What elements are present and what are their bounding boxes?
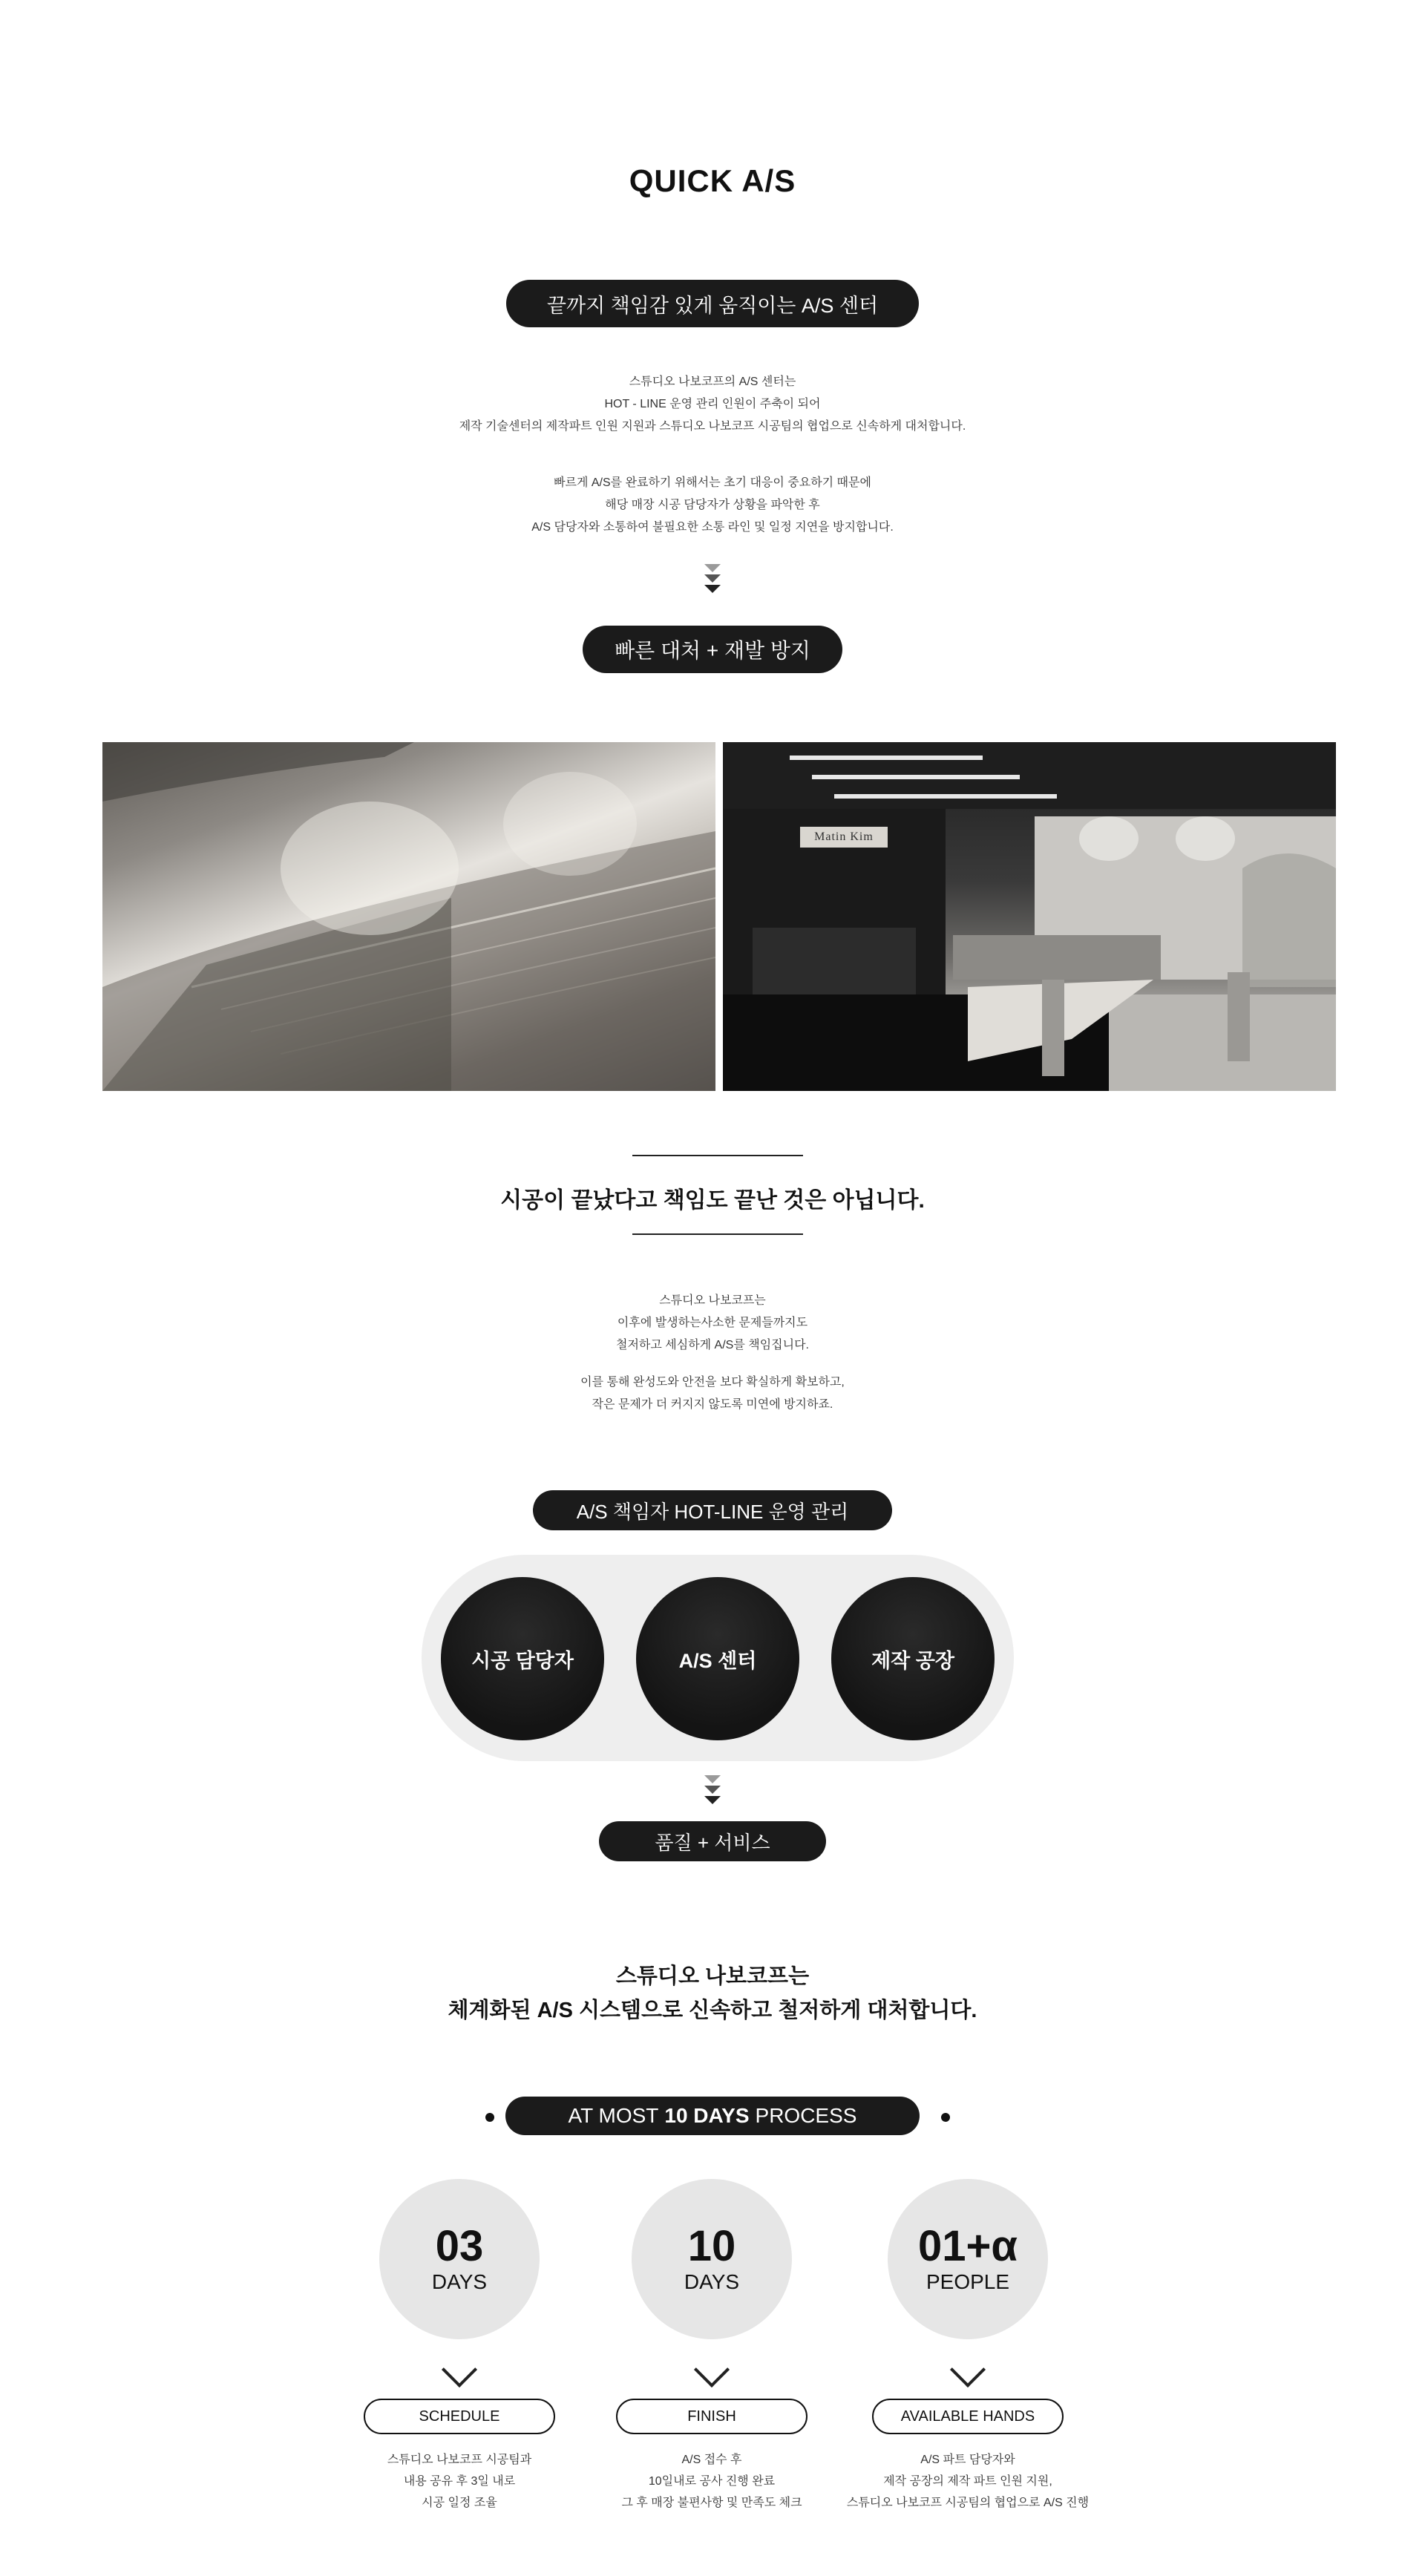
stat-number: 03 <box>435 2222 484 2270</box>
closing-statement <box>0 1959 1425 2028</box>
stat-people <box>888 2179 1048 2339</box>
hotline-badge: A/S 책임자 HOT-LINE 운영 관리 <box>533 1490 892 1530</box>
finish-description <box>586 2449 837 2514</box>
staircase-illustration <box>102 742 715 1091</box>
responsibility-line: 철저하고 세심하게 A/S를 책임집니다. <box>616 1339 809 1351</box>
bullet-dot-icon <box>941 2113 950 2122</box>
intro-line: 빠르게 A/S를 완료하기 위해서는 초기 대응이 중요하기 때문에 <box>554 476 871 489</box>
responsibility-line: 스튜디오 나보코프는 <box>659 1294 766 1307</box>
intro-badge: 끝까지 책임감 있게 움직이는 A/S 센터 <box>506 280 919 327</box>
process-days: 10 DAYS <box>664 2104 750 2127</box>
chevron-down-icon <box>442 2352 477 2387</box>
divider-top <box>632 1155 803 1156</box>
description-line: 시공 일정 조율 <box>422 2497 497 2509</box>
intro-line: 스튜디오 나보코프의 A/S 센터는 <box>629 376 796 388</box>
store-interior-photo <box>723 742 1336 1091</box>
hotline-circle-factory: 제작 공장 <box>831 1577 995 1740</box>
stat-number: 01+α <box>917 2222 1018 2270</box>
intro-line: 제작 기술센터의 제작파트 인원 지원과 스튜디오 나보코프 시공팀의 협업으로 신속하게 대처합니다. <box>459 420 966 433</box>
description-line: 10일내로 공사 진행 완료 <box>648 2475 776 2488</box>
closing-line-1: 스튜디오 나보코프는 <box>615 1964 810 1988</box>
result-badge: 빠른 대처 + 재발 방지 <box>583 626 842 673</box>
intro-line: A/S 담당자와 소통하여 불필요한 소통 라인 및 일정 지연을 방지합니다. <box>531 521 894 534</box>
description-line: 내용 공유 후 3일 내로 <box>403 2475 516 2488</box>
store-interior-illustration <box>723 742 1336 1091</box>
store-signage: Matin Kim <box>800 827 888 848</box>
description-line: 스튜디오 나보코프 시공팀과 <box>387 2454 532 2466</box>
process-badge <box>505 2097 920 2135</box>
stat-unit: DAYS <box>431 2270 488 2293</box>
responsibility-line: 작은 문제가 더 커지지 않도록 미연에 방지하죠. <box>592 1398 833 1411</box>
chevron-down-icon <box>694 2352 730 2387</box>
page-title: QUICK A/S <box>629 163 796 198</box>
stat-number: 10 <box>687 2222 736 2270</box>
available-hands-label: AVAILABLE HANDS <box>872 2399 1064 2434</box>
stat-finish <box>632 2179 792 2339</box>
quality-badge: 품질 + 서비스 <box>599 1821 826 1861</box>
process-suffix: PROCESS <box>755 2104 857 2127</box>
intro-paragraph-2 <box>0 472 1425 539</box>
hotline-circle-as-center: A/S 센터 <box>636 1577 799 1740</box>
description-line: A/S 접수 후 <box>681 2454 742 2466</box>
staircase-photo <box>102 742 715 1091</box>
responsibility-line: 이를 통해 완성도와 안전을 보다 확실하게 확보하고, <box>580 1376 845 1389</box>
closing-line-2: 체계화된 A/S 시스템으로 신속하고 철저하게 대처합니다. <box>448 1999 977 2022</box>
description-line: 그 후 매장 불편사항 및 만족도 체크 <box>621 2497 802 2509</box>
description-line: A/S 파트 담당자와 <box>920 2454 1015 2466</box>
bullet-dot-icon <box>485 2113 494 2122</box>
process-prefix: AT MOST <box>568 2104 659 2127</box>
schedule-label: SCHEDULE <box>364 2399 555 2434</box>
finish-label: FINISH <box>616 2399 808 2434</box>
divider-bottom <box>632 1233 803 1235</box>
chevron-down-icon <box>950 2352 986 2387</box>
hotline-circle-construction: 시공 담당자 <box>441 1577 604 1740</box>
description-line: 제작 공장의 제작 파트 인원 지원, <box>883 2475 1052 2488</box>
responsibility-paragraph-1 <box>0 1290 1425 1357</box>
responsibility-paragraph-2 <box>0 1371 1425 1416</box>
stat-unit: DAYS <box>684 2270 740 2293</box>
description-line: 스튜디오 나보코프 시공팀의 협업으로 A/S 진행 <box>846 2497 1090 2509</box>
intro-line: HOT - LINE 운영 관리 인원이 주축이 되어 <box>604 398 821 410</box>
responsibility-heading: 시공이 끝났다고 책임도 끝난 것은 아닙니다. <box>500 1188 925 1213</box>
down-arrows-icon <box>704 1775 721 1806</box>
down-arrows-icon <box>704 564 721 595</box>
stat-unit: PEOPLE <box>926 2270 1010 2293</box>
responsibility-line: 이후에 발생하는사소한 문제들까지도 <box>617 1317 808 1329</box>
stat-schedule <box>379 2179 540 2339</box>
intro-line: 해당 매장 시공 담당자가 상황을 파악한 후 <box>605 499 820 511</box>
schedule-description <box>334 2449 585 2514</box>
available-hands-description <box>831 2449 1104 2514</box>
intro-paragraph-1 <box>0 371 1425 438</box>
